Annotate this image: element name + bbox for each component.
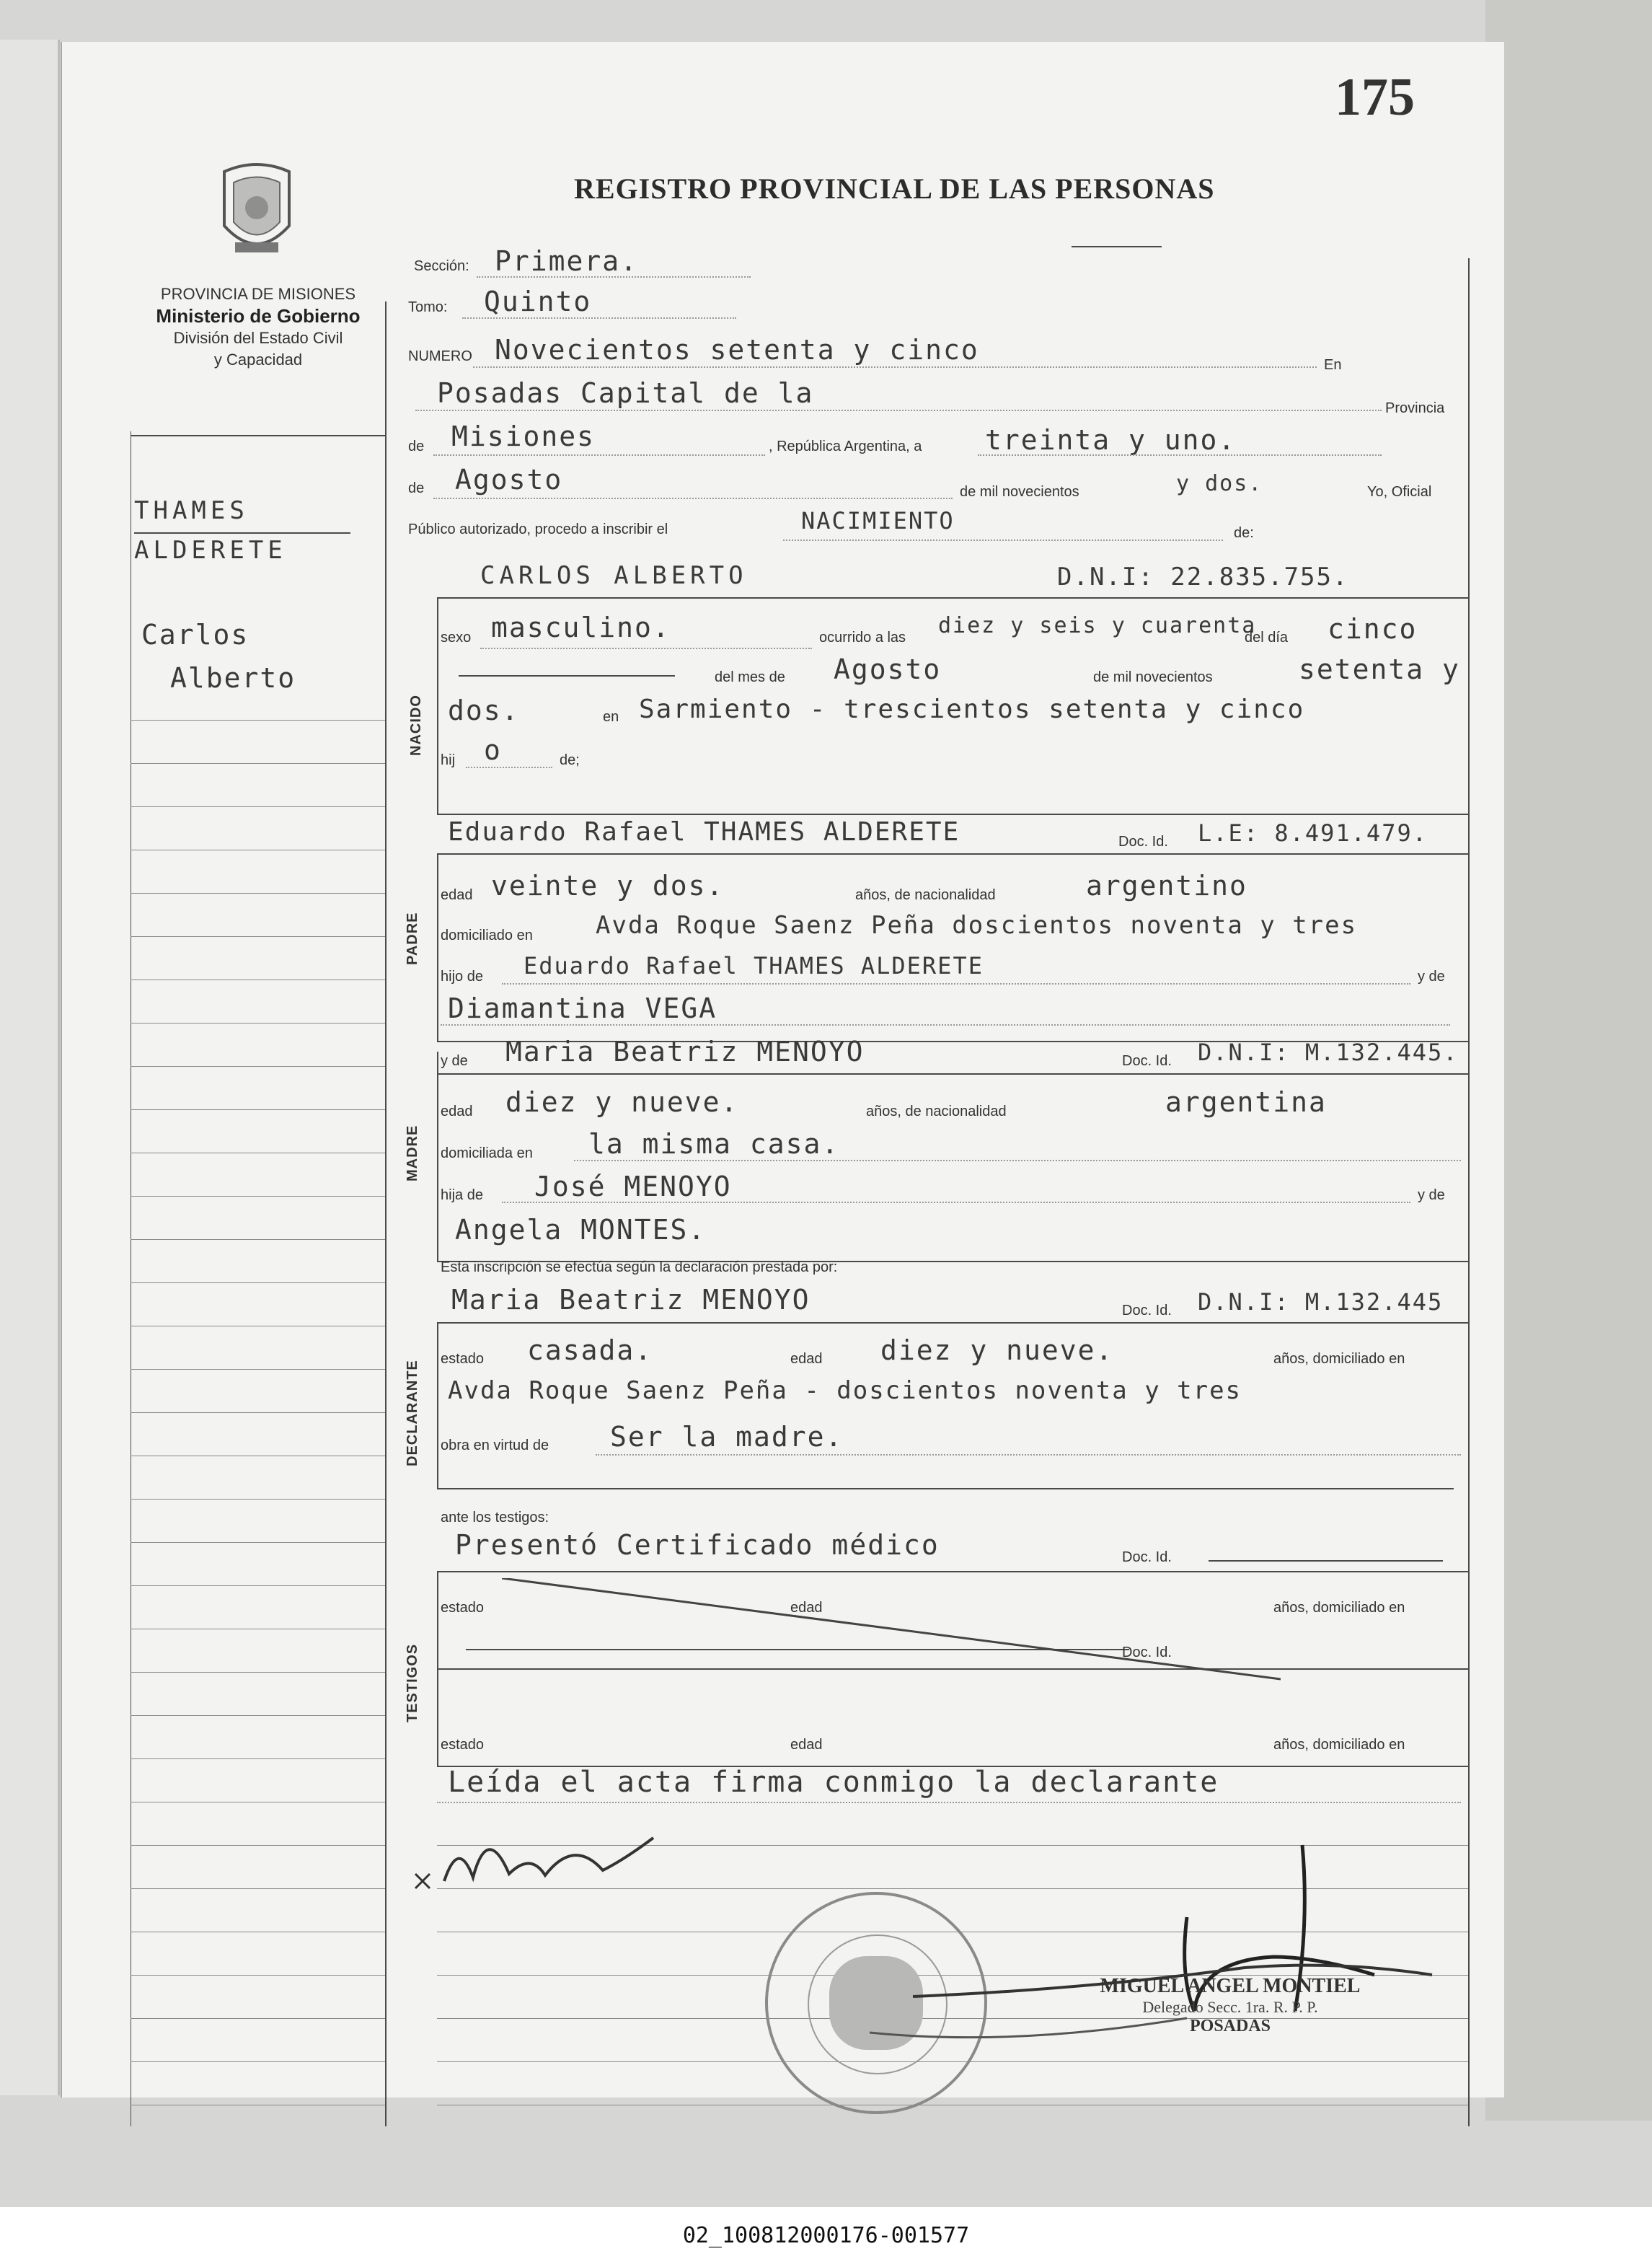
madre-doc-label: Doc. Id. xyxy=(1122,1053,1172,1069)
padre-doc-value: L.E: 8.491.479. xyxy=(1198,819,1428,847)
official-role: Delegado Secc. 1ra. R. P. P. xyxy=(1142,1998,1318,2016)
margin-given-2: Alberto xyxy=(170,662,296,694)
yo-oficial-label: Yo, Oficial xyxy=(1367,484,1432,500)
nacido-bottom-rule xyxy=(437,814,1468,815)
anio-suffix: y dos. xyxy=(1176,471,1263,496)
declarante-top-rule xyxy=(437,1322,1468,1324)
madre-nombre: Maria Beatriz MENOYO xyxy=(505,1036,865,1067)
madre-doc-value: D.N.I: M.132.445. xyxy=(1198,1039,1459,1066)
hijo-de-label: hijo de xyxy=(441,969,483,985)
image-caption: 02_100812000176-001577 xyxy=(682,2223,970,2248)
cierre-value: Leída el acta firma conmigo la declarante xyxy=(448,1766,1219,1799)
madre-edad-label: edad xyxy=(441,1104,473,1119)
nacido-label: NACIDO xyxy=(408,695,424,756)
mes-value: Agosto xyxy=(455,464,563,496)
de-mil-full-label: de mil novecientos xyxy=(1093,669,1213,685)
test1-edad-label: edad xyxy=(790,1600,823,1616)
issuer-block xyxy=(128,283,388,371)
test1-estado-label: estado xyxy=(441,1600,485,1616)
anio-nac-1: setenta y xyxy=(1299,653,1460,685)
declaracion-label: Esta inscripción se efectúa según la declaración prestada por: xyxy=(441,1259,838,1275)
test-doc-label: Doc. Id. xyxy=(1122,1549,1172,1565)
seccion-value: Primera. xyxy=(495,245,639,277)
margin-divider xyxy=(385,301,387,2126)
sexo-value: masculino. xyxy=(491,612,671,643)
tomo-label: Tomo: xyxy=(408,299,448,315)
obra-label: obra en virtud de xyxy=(441,1438,549,1453)
anio-nac-2: dos. xyxy=(448,695,520,726)
decl-nombre: Maria Beatriz MENOYO xyxy=(451,1284,810,1316)
decl-anos-label: años, domiciliado en xyxy=(1273,1351,1405,1367)
margin-rule xyxy=(131,435,387,436)
test1-anos-label: años, domiciliado en xyxy=(1273,1600,1405,1616)
binding-cloth xyxy=(1485,0,1652,2121)
abuelo-m: José MENOYO xyxy=(534,1171,732,1202)
padre-bracket xyxy=(437,853,438,1041)
hija-de-label: hija de xyxy=(441,1187,483,1203)
testigos-value: Presentó Certificado médico xyxy=(455,1529,940,1561)
padre-edad-value: veinte y dos. xyxy=(491,870,725,902)
abuela-m: Angela MONTES. xyxy=(455,1214,707,1246)
decl-estado-value: casada. xyxy=(527,1334,653,1366)
ante-label: ante los testigos: xyxy=(441,1510,549,1526)
de-label-2: de xyxy=(408,480,425,496)
en-lower-label: en xyxy=(603,709,619,725)
madre-label: MADRE xyxy=(405,1124,420,1181)
register-title: REGISTRO PROVINCIAL DE LAS PERSONAS xyxy=(574,172,1215,205)
madre-top-rule xyxy=(437,1073,1468,1075)
signature-block xyxy=(1086,1975,1374,2036)
de-mil-label: de mil novecientos xyxy=(960,484,1079,500)
test2-edad-label: edad xyxy=(790,1737,823,1753)
y-de-label: y de xyxy=(1418,969,1445,985)
provincia-value: Misiones xyxy=(451,421,596,452)
seccion-label: Sección: xyxy=(414,258,469,274)
test2-anos-label: años, domiciliado en xyxy=(1273,1737,1405,1753)
test2-doc-label: Doc. Id. xyxy=(1122,1645,1172,1660)
padre-dom-value: Avda Roque Saenz Peña doscientos noventa y tres xyxy=(596,911,1358,940)
decl-doc-label: Doc. Id. xyxy=(1122,1303,1172,1318)
madre-dom-label: domiciliada en xyxy=(441,1145,533,1161)
abuelo-p: Eduardo Rafael THAMES ALDERETE xyxy=(524,952,984,979)
hora-value: diez y seis y cuarenta xyxy=(938,613,1257,638)
ministry-name: Ministerio de Gobierno xyxy=(156,305,361,327)
decl-obra-value: Ser la madre. xyxy=(610,1421,844,1453)
lugar-value: Posadas Capital de la xyxy=(437,377,814,409)
margin-underline xyxy=(134,532,350,534)
form-right-edge xyxy=(1468,258,1470,2126)
del-dia-label: del día xyxy=(1245,630,1289,646)
mes-nac-value: Agosto xyxy=(834,653,942,685)
decl-estado-label: estado xyxy=(441,1351,485,1367)
declarant-signature xyxy=(408,1809,668,1910)
numero-label: NUMERO xyxy=(408,348,472,364)
margin-surname-2: ALDERETE xyxy=(134,536,287,565)
folio-number: 175 xyxy=(1335,68,1415,127)
tomo-value: Quinto xyxy=(484,286,592,317)
madre-bracket xyxy=(437,1052,438,1261)
dia-value: treinta y uno. xyxy=(985,424,1237,456)
declarante-bracket xyxy=(437,1322,438,1488)
margin-given-1: Carlos xyxy=(141,619,249,651)
previous-page-edge xyxy=(0,40,60,2095)
declarante-bottom-rule xyxy=(437,1488,1454,1489)
decl-edad-label: edad xyxy=(790,1351,823,1367)
test-doc-rule xyxy=(1209,1560,1443,1562)
title-underline xyxy=(1072,246,1162,247)
official-name: MIGUEL ANGEL MONTIEL xyxy=(1100,1975,1361,1997)
padre-top-rule xyxy=(437,853,1468,855)
nombre-value: CARLOS ALBERTO xyxy=(480,561,748,590)
madre-y-de-label: y de xyxy=(441,1053,468,1069)
madre-edad-value: diez y nueve. xyxy=(505,1086,739,1118)
declarante-label: DECLARANTE xyxy=(405,1360,420,1466)
lugar-nac-value: Sarmiento - trescientos setenta y cinco xyxy=(639,695,1305,724)
de-label: de xyxy=(408,439,425,454)
test2-estado-label: estado xyxy=(441,1737,485,1753)
ocurrido-label: ocurrido a las xyxy=(819,630,906,646)
madre-y-de-label-2: y de xyxy=(1418,1187,1445,1203)
dia-nac-value: cinco xyxy=(1328,613,1418,645)
nacido-bracket xyxy=(437,597,438,814)
margin-surname-1: THAMES xyxy=(134,496,249,525)
padre-doc-label: Doc. Id. xyxy=(1118,834,1168,850)
abuela-p: Diamantina VEGA xyxy=(448,992,717,1024)
madre-anos-label: años, de nacionalidad xyxy=(866,1104,1007,1119)
coat-of-arms-icon xyxy=(213,157,300,265)
provincia-label: Provincia xyxy=(1385,400,1445,416)
madre-dom-value: la misma casa. xyxy=(588,1128,840,1160)
numero-value: Novecientos setenta y cinco xyxy=(495,334,979,366)
en-label: En xyxy=(1324,357,1342,373)
de-semi-label: de; xyxy=(560,752,580,768)
blank-hour-rule xyxy=(459,675,675,677)
madre-nac-value: argentina xyxy=(1165,1086,1327,1118)
decl-edad-value: diez y nueve. xyxy=(880,1334,1114,1366)
testigos-top-rule xyxy=(437,1571,1468,1572)
de-colon-label: de: xyxy=(1234,525,1254,541)
testigos-label: TESTIGOS xyxy=(405,1643,420,1722)
republica-label: , República Argentina, a xyxy=(769,439,922,454)
sexo-label: sexo xyxy=(441,630,472,646)
official-city: POSADAS xyxy=(1189,2017,1271,2035)
padre-anos-label: años, de nacionalidad xyxy=(855,887,996,903)
padre-nombre: Eduardo Rafael THAMES ALDERETE xyxy=(448,817,960,847)
hijo-value: o xyxy=(484,734,502,766)
padre-nac-value: argentino xyxy=(1086,870,1247,902)
acto-value: NACIMIENTO xyxy=(801,507,955,534)
strike-through-lines xyxy=(502,1578,1281,1694)
padre-edad-label: edad xyxy=(441,887,473,903)
del-mes-label: del mes de xyxy=(715,669,785,685)
hij-label: hij xyxy=(441,752,456,768)
dni-value: D.N.I: 22.835.755. xyxy=(1057,563,1349,591)
division-line-1: División del Estado Civil xyxy=(173,329,343,347)
decl-dom-value: Avda Roque Saenz Peña - doscientos noventa y tres xyxy=(448,1376,1242,1405)
province-name: PROVINCIA DE MISIONES xyxy=(160,285,356,303)
nacido-top-rule xyxy=(437,597,1468,599)
padre-dom-label: domiciliado en xyxy=(441,928,533,943)
padre-label: PADRE xyxy=(405,912,420,965)
decl-doc-value: D.N.I: M.132.445 xyxy=(1198,1288,1444,1316)
division-line-2: y Capacidad xyxy=(213,351,303,369)
register-page xyxy=(61,42,1504,2097)
publico-label: Público autorizado, procedo a inscribir el xyxy=(408,521,668,537)
